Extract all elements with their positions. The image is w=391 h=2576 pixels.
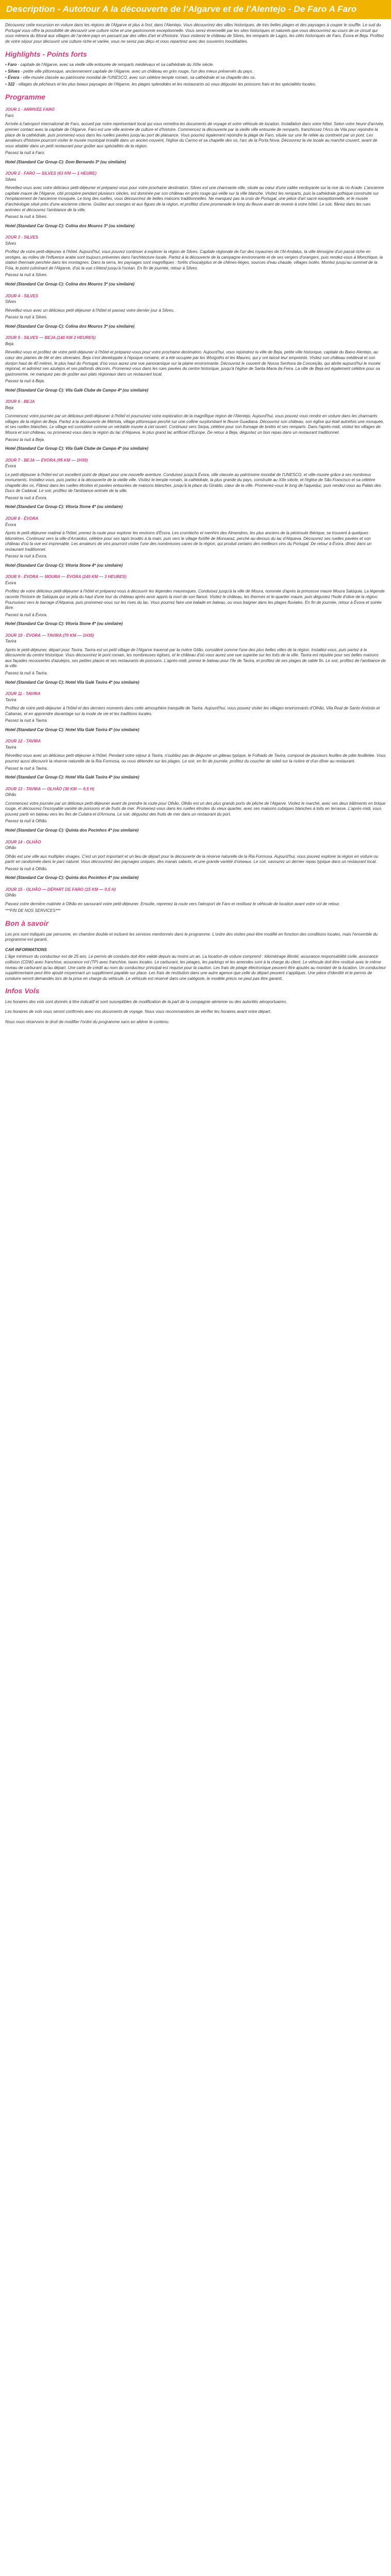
day-overnight: Passez la nuit à Olhão. [5, 866, 48, 871]
day-place: Évora [5, 464, 16, 469]
day-place: Évora [5, 580, 16, 585]
day-description: Passez votre dernière matinée à Olhão en savourant votre petit-déjeuner. Ensuite, reprenez la route vers l'aéroport de Faro et restituez le véhicule de location avant votre vol de retour. [5, 901, 340, 906]
intro-text: Découvrez cette excursion en voiture dans les régions de l'Algarve et plus à l'est, dans l'Alentejo. Vous découvrirez des villes historiques, de très belles plages et des paysages à couper le souffle. Le sud du Portugal vous offre la possibilité de découvrir une culture riche et une gastronomie exceptionnelle. Vous serez émerveillé par les sites historiques et naturels que vous découvrirez au cours de ce circuit qui vous mènera du littoral aux villages de l'arrière-pays en passant par des villes d'art et d'histoire. Vous visiterez le château de Silves, les remparts de Lagos, les cités historiques de Faro, Évora et Beja. Profitez de votre séjour pour découvrir une culture riche et variée, vous ne serez pas déçu et vous repartirez avec des souvenirs inoubliables. [5, 23, 384, 44]
bullet-icon: • [5, 62, 8, 67]
content [0, 23, 391, 1025]
day-description: Réveillez-vous avec un délicieux petit-déjeuner à l'hôtel. Pendant votre séjour à Tavira, n'oubliez pas de déguster un gâteau typique, le Folhado de Tavira, composé de plusieurs feuilles de pâte feuilletée. Vous pourrez aussi découvrir la réserve naturelle de la Ria Formosa, ou vous détendre sur les plages. Le soir, en fin de journée, profitez du coucher de soleil sur la rivière et d'un dîner au restaurant. [5, 753, 386, 764]
day-place: Olhão [5, 792, 17, 798]
program-heading: Programme [5, 92, 45, 101]
day-title: JOUR 7 - BEJA — ÉVORA (95 KM — 1H30) [5, 457, 88, 463]
day-block [5, 107, 386, 165]
day-place: Silves [5, 241, 17, 246]
day-overnight: Passez la nuit à Beja. [5, 437, 45, 442]
day-block [5, 399, 386, 451]
day-hotel: Hotel (Standard Car Group C): Quinta dos Pocinhos 4* (ou similaire) [5, 875, 139, 880]
day-place: Faro [5, 113, 14, 118]
day-block [5, 887, 386, 914]
highlight-label: 322 [8, 82, 15, 87]
day-place: Tavira [5, 744, 17, 750]
bullet-icon: • [5, 75, 8, 80]
end-of-services: ***FIN DE NOS SERVICES*** [5, 908, 60, 913]
program-days [5, 107, 386, 914]
day-title: JOUR 1 - ARRIVÉE FARO [5, 107, 55, 112]
highlights-heading: Highlights - Points forts [5, 49, 87, 58]
day-title: JOUR 15 - OLHÃO — DÉPART DE FARO (15 KM — 0,5 H) [5, 887, 116, 892]
day-hotel: Hotel (Standard Car Group C): Vitoria Stone 4* (ou similaire) [5, 563, 123, 568]
day-hotel: Hotel (Standard Car Group C): Colina dos Mouros 3* (ou similaire) [5, 223, 135, 228]
bullet-icon: • [5, 69, 8, 74]
day-block [5, 787, 386, 834]
day-title: JOUR 9 - ÉVORA — MOURA — ÉVORA (240 KM — 3 HEURES) [5, 574, 127, 580]
day-hotel: Hotel (Standard Car Group C): Hotel Vila Galé Tavira 4* (ou similaire) [5, 727, 139, 732]
day-overnight: Passez la nuit à Silves. [5, 315, 48, 320]
highlight-item [5, 82, 386, 88]
day-block [5, 516, 386, 568]
day-block [5, 235, 386, 287]
day-overnight: Passez la nuit à Évora. [5, 495, 47, 500]
day-description: Commencez votre journée par un délicieux petit-déjeuner avant de prendre la route pour Olhão. Olhão est un des plus grands ports de pêche de l'Algarve. Visitez le marché, avec ses deux bâtiments en brique rouge, et découvrez l'incroyable variété de poissons et de fruits de mer. Promenez-vous dans les ruelles étroites du vieux quartier, avec ses maisons cubiques blanches à toits en terrasse. L'après-midi, vous pouvez partir en bateau vers les îles de Culatra et d'Armona. Le soir, dégustez des fruits de mer dans un restaurant du port. [5, 801, 386, 817]
highlight-text: petite ville pittoresque, anciennement capitale de l'Algarve, avec un château en grès rouge, l'un des mieux préservés du pays. [23, 69, 253, 74]
day-overnight: Passez la nuit à Faro. [5, 150, 45, 156]
day-block [5, 294, 386, 330]
day-description: Profitez de votre petit-déjeuner à l'hôtel. Aujourd'hui, vous pouvez continuer à explorer la région de Silves. Capitale régionale de l'un des royaumes de l'Al-Andalus, la ville témoigne d'un passé riche en vestiges, au milieu de l'influence arabe sont toujours présentes dans l'architecture locale. Partez à la découverte de la campagne environnante et de ses vergers d'orangers, puis rendez-vous à Monchique, la station thermale perchée dans les montagnes. Dans la serra, les paysages sont magnifiques : forêts d'eucalyptus et de chênes-lièges, sources d'eau chaude, villages isolés. Montez jusqu'au sommet de la Fóia, le point culminant de l'Algarve, d'où la vue s'étend jusqu'à l'océan. En fin de journée, retour à Silves. [5, 249, 383, 270]
day-hotel: Hotel (Standard Car Group C): Hotel Vila Galé Tavira 4* (ou similaire) [5, 775, 139, 780]
day-hotel: Hotel (Standard Car Group C): Vila Galé Clube de Campo 4* (ou similaire) [5, 446, 149, 451]
day-overnight: Passez la nuit à Évora. [5, 554, 47, 559]
separator: - [14, 82, 19, 87]
separator: - [17, 62, 21, 67]
day-block [5, 633, 386, 685]
separator: - [20, 69, 24, 74]
day-hotel: Hotel (Standard Car Group C): Colina dos Mouros 3* (ou similaire) [5, 282, 135, 287]
highlight-text: villages de pêcheurs et les plus beaux paysages de l'Algarve, les plages splendides et les restaurants où vous déguster les poissons frais et les spécialités locales. [18, 82, 316, 87]
page-title: Description - Autotour A la découverte de l'Algarve et de l'Alentejo - De Faro A Faro [6, 4, 357, 14]
highlight-item [5, 62, 386, 68]
day-description: Le petit-déjeuner à l'hôtel est un excellent point de départ pour une nouvelle aventure. Conduisez jusqu'à Évora, ville classée au patrimoine mondial de l'UNESCO, et ville-musée grâce à ses nombreux monuments. Installez-vous, puis partez à la découverte de la vieille ville. Visitez le temple romain, la cathédrale, la plus grande du pays, construite au XIIe siècle, et l'église de São Francisco et sa célèbre chapelle des os. Flânez dans les ruelles étroites et pavées entourées de maisons blanches, jusqu'à la place du Giraldo, cœur de la ville. Promenez-vous le long de l'aqueduc, puis rendez-vous au Palais des Ducs de Cadaval. Le soir, profitez de l'ambiance animée de la ville. [5, 472, 381, 494]
day-title: JOUR 5 - SILVES — BEJA (140 KM 2 HEURES) [5, 335, 96, 341]
day-overnight: Passez la nuit à Tavira. [5, 766, 48, 771]
highlight-text: ville-musée classée au patrimoine mondial de l'UNESCO, avec son célèbre temple romain, sa cathédrale et sa chapelle des os. [23, 75, 256, 80]
day-hotel: Hotel (Standard Car Group C): Colina dos Mouros 3* (ou similaire) [5, 324, 135, 329]
day-hotel: Hotel (Standard Car Group C): Quinta dos Pocinhos 4* (ou similaire) [5, 827, 139, 833]
day-title: JOUR 11 - TAVIRA [5, 691, 41, 697]
day-place: Tavira [5, 697, 17, 702]
day-title: JOUR 13 - TAVIRA — OLHÃO (30 KM — 0,5 H) [5, 786, 94, 791]
highlight-label: Silves [8, 69, 20, 74]
day-title: JOUR 10 - ÉVORA — TAVIRA (70 KM — 1H30) [5, 633, 94, 638]
highlight-label: Évora [8, 75, 20, 80]
day-description: Réveillez-vous et profitez de votre petit-déjeuner à l'hôtel et préparez-vous pour votre prochaine destination. Aujourd'hui, vous rejoindrez la ville de Beja, petite ville historique, capitale du Baixo Alentejo, au cœur des plaines de blé et des oliveraies. Beja s'est développée à l'époque romaine, et a été occupée par les Wisigoths et les Maures, qui y ont laissé leur empreinte. Visitez son château médiéval et son donjon haut de 40 mètres, le plus haut du Portugal, d'où vous aurez une vue panoramique sur la plaine environnante. Découvrez le couvent de Nossa Senhora da Conceição, qui abrite aujourd'hui le musée régional, et admirez ses azulejos et ses plafonds décorés. Promenez-vous dans les rues pavées du centre historique, jusqu'à l'église de Santa Maria da Feira. La ville de Beja est également célèbre pour sa gastronomie, ne manquez pas de goûter aux plats régionaux dans un restaurant local. [5, 350, 381, 377]
day-place: Silves [5, 299, 17, 304]
day-block [5, 458, 386, 510]
day-overnight: Passez la nuit à Tavira. [5, 718, 48, 723]
day-title: JOUR 4 - SILVES [5, 293, 39, 298]
day-description: Arrivée à l'aéroport international de Faro, accueil par notre représentant local qui vous remettra les documents de voyage et votre véhicule de location. Installation dans votre hôtel. Selon votre heure d'arrivée, premier contact avec la capitale de l'Algarve. Faro est une ville animée de culture et d'histoire. Commencez la découverte par la vieille ville entourée de remparts, franchissez l'Arco da Vila pour rejoindre la place de la cathédrale, puis promenez-vous dans les ruelles pavées jusqu'au port de plaisance. Vous pourrez également rejoindre la plage de Faro, située sur une île reliée au continent par un pont. Les amateurs d'histoire pourront visiter le musée municipal installé dans un ancien couvent, l'église du Carmo et sa chapelle des os, l'arc de la Porta Nova. Découvrez la vie locale au marché couvert, avant de vous attabler dans un petit restaurant pour goûter aux spécialités de la région. [5, 122, 385, 148]
day-title: JOUR 8 - ÉVORA [5, 516, 39, 521]
day-description: Commencez votre journée par un délicieux petit-déjeuner à l'hôtel et poursuivez votre exploration de la magnifique région de l'Alentejo. Aujourd'hui, vous pouvez vous rendre en voiture dans les charmants villages de la région de Beja. Partez à la découverte de Mértola, village pittoresque perché sur une colline surplombant le fleuve Guadiana. Découvrez son château, son église qui était autrefois une mosquée, et ses ruelles blanches. Le village est considéré comme un véritable musée à ciel ouvert. Continuez vers Serpa, célèbre pour son fromage de brebis et ses remparts. Dans l'après-midi, visitez les villages de Moura et son château, ou promenez-vous dans la région du lac d'Alqueva, le plus grand lac artificiel d'Europe. De retour à Beja, dégustez un bon repas dans un restaurant traditionnel. [5, 414, 384, 435]
day-place: Beja [5, 405, 14, 410]
good-to-know-heading: Bon à savoir [5, 919, 49, 927]
day-title: JOUR 2 - FARO — SILVES (63 KM — 1 HEURE) [5, 171, 96, 176]
day-block [5, 739, 386, 780]
highlights-list [5, 62, 386, 87]
highlight-item [5, 75, 386, 81]
day-place: Olhão [5, 845, 17, 851]
day-title: JOUR 12 - TAVIRA [5, 739, 41, 744]
good-to-know-text: Les prix sont indiqués par personne, en chambre double et incluent les services mentionnés dans le programme. L'ordre des visites peut être modifié en fonction des conditions locales, mais l'ensemble du programme est garanti. [5, 931, 378, 942]
day-place: Beja [5, 341, 14, 346]
day-overnight: Passez la nuit à Tavira. [5, 671, 48, 676]
highlight-label: Faro [8, 62, 17, 67]
day-block [5, 840, 386, 881]
day-overnight: Passez la nuit à Olhão. [5, 819, 48, 824]
separator: - [19, 75, 23, 80]
day-overnight: Passez la nuit à Silves. [5, 273, 48, 278]
day-block [5, 574, 386, 626]
day-title: JOUR 14 - OLHÃO [5, 839, 41, 844]
title-banner [0, 0, 391, 19]
day-description: Olhão est une ville aux multiples visages. C'est un port important et un lieu de départ pour la découverte de la réserve naturelle de la Ria Formosa. Aujourd'hui, vous pouvez explorer la région en voiture ou partir en randonnée dans le parc naturel. Vous découvrirez des paysages uniques, des marais salants, et une grande variété d'oiseaux. Le soir, savourez un dernier repas typique dans un restaurant local. [5, 854, 379, 865]
day-description: Après le petit-déjeuner, départ pour Tavira. Tavira est un petit village de l'Algarve traversé par la rivière Gilão, considéré comme l'une des plus belles villes de la région. Installez-vous, puis partez à la découverte du centre historique. Vous découvrirez le pont romain, les nombreuses églises, et le château d'où vous aurez une vue superbe sur les toits de la ville. Tavira est réputée pour ses belles maisons aux façades recouvertes d'azulejos, ses petites places et ses restaurants de poissons. L'après-midi, prenez le bateau pour l'île de Tavira, et profitez de ses plages de sable fin. Le soir, profitez de l'ambiance de la ville. [5, 647, 386, 669]
day-overnight: Passez la nuit à Beja. [5, 379, 45, 384]
day-block [5, 691, 386, 733]
day-description: Réveillez-vous avec un délicieux petit-déjeuner à l'hôtel et passez votre dernier jour à Silves. [5, 308, 174, 313]
day-description: Profitez de votre petit-déjeuner à l'hôtel et des derniers moments dans cette atmosphère tranquille de Tavira. Aujourd'hui, vous pouvez visiter les villages environnants d'Olhão, Vila Real de Santo António et Cabanas, et en apprendre davantage sur la mode de vie et les traditions locales. [5, 706, 380, 716]
highlight-item [5, 69, 386, 75]
day-hotel: Hotel (Standard Car Group C): Vitoria Stone 4* (ou similaire) [5, 504, 123, 510]
day-title: JOUR 3 - SILVES [5, 235, 39, 240]
info-text-3: Nous nous réservons le droit de modifier l'ordre du programme sans en altérer le contenu. [5, 1020, 170, 1025]
day-place: Olhão [5, 893, 17, 898]
day-block [5, 171, 386, 229]
day-block [5, 335, 386, 393]
highlight-text: capitale de l'Algarve, avec sa vieille ville entourée de remparts médiévaux et sa cathédrale du XIIIe siècle. [20, 62, 214, 67]
info-text-2: Les horaires de vols vous seront confirmés avec vos documents de voyage. Nous vous recommandons de vérifier les horaires avant votre départ. [5, 1009, 271, 1014]
day-title: JOUR 6 - BEJA [5, 399, 35, 404]
day-hotel: Hotel (Standard Car Group C): Vitoria Stone 4* (ou similaire) [5, 621, 123, 626]
day-description: Profitez de votre délicieux petit-déjeuner à l'hôtel et préparez-vous à découvrir les légendes mauresques. Conduisez jusqu'à la ville de Moura, nommée d'après la princesse maure Moura Salúquia. La légende raconte l'histoire de Salúquia qui se jeta du haut d'une tour du château après avoir appris la mort de son fiancé. Visitez le château, les thermes et le quartier maure, puis dégustez l'huile d'olive de la région. Poursuivez vers le barrage d'Alqueva, puis promenez-vous sur les rives du lac. Vous pourrez faire une balade en bateau, ou vous baigner dans les plages fluviales. En fin de journée, retour à Évora et soirée libre. [5, 589, 385, 611]
day-place: Tavira [5, 639, 17, 644]
info-heading: Infos Vols [5, 987, 40, 995]
car-info-heading: CAR INFORMATIONS [5, 947, 47, 952]
car-info-text: L'âge minimum du conducteur est de 25 ans. Le permis de conduire doit être valide depuis au moins un an. La location de voiture comprend : kilométrage illimité, assurance responsabilité civile, assurance collision (CDW) avec franchise, assurance vol (TP) avec franchise, taxes locales. Le carburant, les péages, les parkings et les amendes sont à la charge du client. Le véhicule doit être restitué avec le même niveau de carburant qu'au départ. Une carte de crédit au nom du conducteur principal est requise pour la caution. Les frais de péage électronique peuvent être ajoutés au montant de la location. Un conducteur supplémentaire peut être ajouté moyennant un supplément payable sur place. Les frais de restitution dans une autre agence que celle du départ peuvent s'appliquer. Une pièce d'identité et le permis de conduire seront demandés lors de la prise en charge du véhicule. Le véhicule est réservé dans une catégorie, le modèle précis ne peut pas être garanti. [5, 954, 386, 981]
info-text-1: Les horaires des vols sont donnés à titre indicatif et sont susceptibles de modification de la part de la compagnie aérienne ou des autorités aéroportuaires. [5, 999, 287, 1004]
day-hotel: Hotel (Standard Car Group C): Hotel Vila Galé Tavira 4* (ou similaire) [5, 680, 139, 685]
day-description: Réveillez-vous avec votre délicieux petit-déjeuner et préparez-vous pour votre prochaine destination. Silves est une charmante ville, située au cœur d'une vallée verdoyante sur la rive du rio Arade. L'ancienne capitale maure de l'Algarve, cité prospère pendant plusieurs siècles, est dominée par son château en grès rouge qui veille sur la ville blanche. Visitez les remparts, puis la cathédrale gothique construite sur l'emplacement de l'ancienne mosquée. Le long des ruelles, vous découvrirez de belles maisons traditionnelles. Ne manquez pas la croix de Portugal, une pièce d'art sacré exceptionnelle, et le musée d'archéologie situé près d'une ancienne citerne. Goûtez aux oranges et aux figues de la région, et profitez d'une promenade le long du fleuve avant de revenir à votre hôtel. Le soir, flânez dans les rues animées et découvrez l'ambiance de la ville. [5, 185, 384, 212]
day-hotel: Hotel (Standard Car Group C): Dom Bernardo 3* (ou similaire) [5, 159, 126, 164]
day-overnight: Passez la nuit à Silves. [5, 214, 48, 219]
day-description: Après le petit-déjeuner matinal à l'hôtel, prenez la route pour explorer les environs d'Évora. Les cromlechs et menhirs des Almendres, les plus anciens de la péninsule Ibérique, se trouvent à quelques kilomètres. Continuez vers la ville d'Arraiolos, célèbre pour ses tapis brodés à la main, puis vers le village fortifié de Monsaraz, perché au-dessus du lac d'Alqueva. Découvrez ses ruelles pavées et son château d'où la vue est imprenable. Les amateurs de vins pourront visiter l'une des nombreuses caves de la région, qui produit certains des meilleurs vins du Portugal. De retour à Évora, dînez dans un restaurant traditionnel. [5, 531, 372, 552]
day-place: Silves [5, 177, 17, 182]
bullet-icon: • [5, 82, 8, 87]
day-hotel: Hotel (Standard Car Group C): Vila Galé Clube de Campo 4* (ou similaire) [5, 387, 149, 393]
day-overnight: Passez la nuit à Évora. [5, 612, 47, 617]
day-place: Évora [5, 522, 16, 527]
